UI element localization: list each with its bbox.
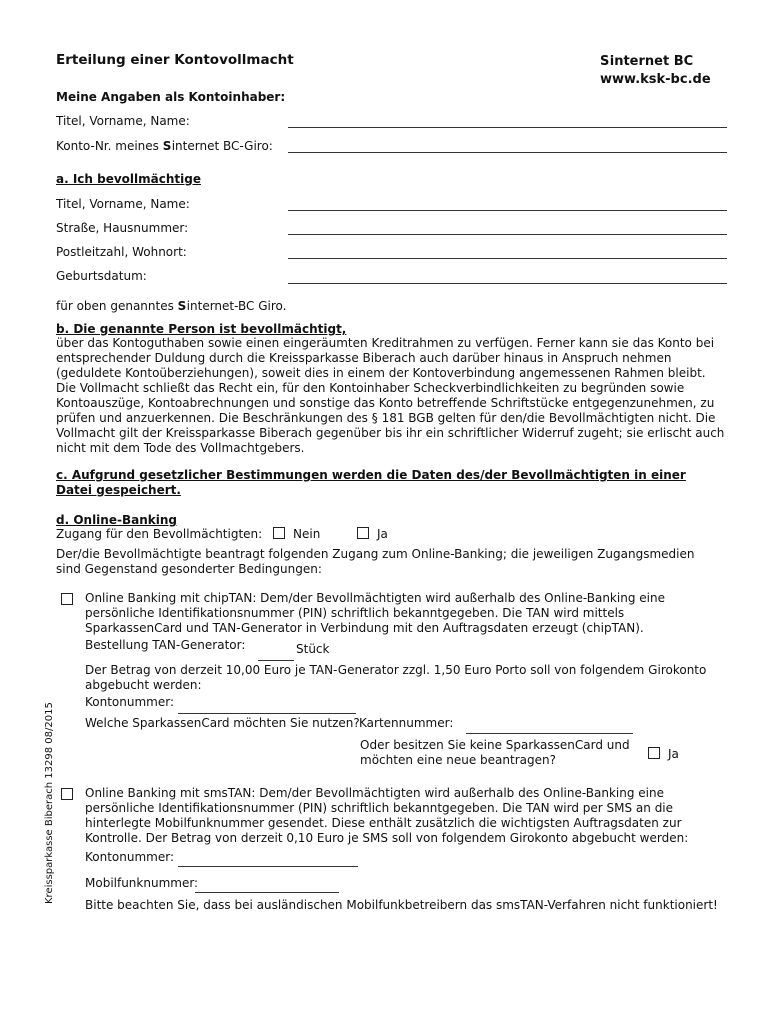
chiptan-account-field[interactable] [178,713,356,714]
tan-generator-label: Bestellung TAN-Generator: [85,638,246,652]
for-account-text: für oben genanntes Sinternet-BC Giro. [56,299,287,313]
proxy-city-field[interactable] [288,258,727,259]
access-yes-label: Ja [377,527,388,541]
chiptan-text: Online Banking mit chipTAN: Dem/der Bevollmächtigten wird außerhalb des Online-Banking eine persönliche Identifikationsnummer (PIN) schriftlich bekanntgegeben. Die TAN wird mittels SparkassenCard und TAN-Generator in Verbindung mit den Auftragsdaten erzeugt (chipTAN). [85,591,665,635]
proxy-birth-label: Geburtsdatum: [56,269,147,283]
section-b-body: über das Kontoguthaben sowie einen eingeräumten Kreditrahmen zu verfügen. Ferner kann sie das Konto bei entsprechender Duldung durch die Kreissparkasse Biberach auch darüber hinaus in Anspruch nehmen (geduldete Kontoüberziehungen), soweit dies in einem der Kontoverbindung angemessenen Rahmen bleibt. Die Vollmacht schließt das Recht ein, für den Kontoinhaber Scheckverbindlichkeiten zu begründen sowie Kontoauszüge, Kontoabrechnungen und sonstige das Konto betreffende Schriftstücke entgegenzunehmen, zu prüfen und anzuerkennen. Die Beschränkungen des § 181 BGB gelten für den/die Bevollmächtigten nicht. Die Vollmacht gilt der Kreissparkasse Biberach gegenüber bis ihr ein schriftlicher Widerruf zugeht; sie erlischt auch nicht mit dem Tode des Vollmachtgebers. [56,336,725,455]
sparkasse-logo-icon: S [162,139,172,153]
access-no-checkbox[interactable] [273,527,285,539]
holder-account-label: Konto-Nr. meines Sinternet BC-Giro: [56,139,273,153]
brand-name: Sinternet BC [600,54,694,69]
access-label: Zugang für den Bevollmächtigten: [56,527,263,541]
access-yes-checkbox[interactable] [357,527,369,539]
proxy-street-label: Straße, Hausnummer: [56,221,189,235]
section-d-heading: d. Online-Banking [56,513,177,527]
section-c-heading: c. Aufgrund gesetzlicher Bestimmungen werden die Daten des/der Bevollmächtigten in einer Datei gespeichert. [56,468,686,497]
chiptan-cost-text: Der Betrag von derzeit 10,00 Euro je TAN-Generator zzgl. 1,50 Euro Porto soll von folgendem Girokonto abgebucht werden: [85,663,707,692]
holder-name-label: Titel, Vorname, Name: [56,114,190,128]
proxy-street-field[interactable] [288,234,727,235]
smstan-account-field[interactable] [178,866,358,867]
smstan-text: Online Banking mit smsTAN: Dem/der Bevollmächtigten wird außerhalb des Online-Banking eine persönliche Identifikationsnummer (PIN) schriftlich bekanntgegeben. Die TAN wird per SMS an die hinterlegte Mobilfunknummer gesendet. Diese enthält zusätzlich die wichtigsten Auftragsdaten zur Kontrolle. Der Betrag von derzeit 0,10 Euro je SMS soll von folgendem Girokonto abgebucht werden: [85,786,689,845]
tan-generator-quantity-field[interactable] [258,660,294,661]
access-no-label: Nein [293,527,321,541]
sparkasse-logo-icon: S [177,299,187,313]
tan-generator-unit: Stück [296,642,330,656]
holder-account-field[interactable] [288,152,727,153]
mobile-number-field[interactable] [195,892,339,893]
holder-heading: Meine Angaben als Kontoinhaber: [56,90,286,104]
card-question: Welche SparkassenCard möchten Sie nutzen? [85,716,360,730]
smstan-checkbox[interactable] [61,788,73,800]
section-a-heading: a. Ich bevollmächtige [56,172,201,186]
proxy-birth-field[interactable] [288,283,727,284]
no-card-question: Oder besitzen Sie keine SparkassenCard und möchten eine neue beantragen? [360,738,630,767]
card-number-field[interactable] [466,733,633,734]
proxy-name-label: Titel, Vorname, Name: [56,197,190,211]
card-number-label: Kartennummer: [359,716,454,730]
smstan-account-label: Kontonummer: [85,850,175,864]
section-b-heading: b. Die genannte Person ist bevollmächtigt, [56,322,347,336]
brand-website: www.ksk-bc.de [600,72,711,87]
online-banking-intro: Der/die Bevollmächtigte beantragt folgenden Zugang zum Online-Banking; die jeweiligen Zugangsmedien sind Gegenstand gesonderter Bedingungen: [56,547,695,576]
proxy-name-field[interactable] [288,210,727,211]
new-card-checkbox[interactable] [648,747,660,759]
chiptan-checkbox[interactable] [61,593,73,605]
footer-side-text: Kreissparkasse Biberach 13298 08/2015 [44,702,55,904]
proxy-city-label: Postleitzahl, Wohnort: [56,245,187,259]
smstan-notice: Bitte beachten Sie, dass bei ausländischen Mobilfunkbetreibern das smsTAN-Verfahren nicht funktioniert! [85,898,718,912]
mobile-number-label: Mobilfunknummer: [85,876,199,890]
chiptan-account-label: Kontonummer: [85,695,175,709]
page-title: Erteilung einer Kontovollmacht [56,52,294,68]
new-card-yes-label: Ja [668,747,679,761]
holder-name-field[interactable] [288,127,727,128]
sparkasse-logo-icon: S [600,54,610,69]
